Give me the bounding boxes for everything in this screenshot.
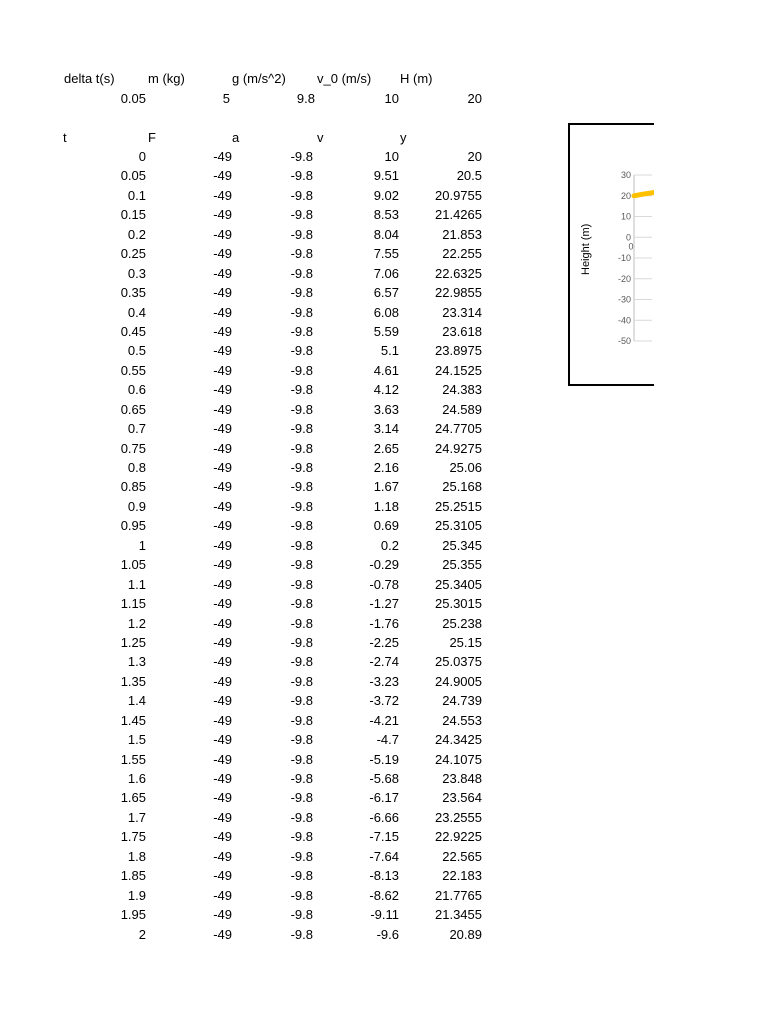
- cell-y[interactable]: 20.89: [449, 926, 482, 942]
- cell-t[interactable]: 1.7: [127, 809, 146, 825]
- cell-t[interactable]: 1.25: [120, 634, 146, 650]
- cell-f[interactable]: -49: [213, 421, 232, 437]
- cell-y[interactable]: 24.553: [442, 712, 482, 728]
- cell-v[interactable]: -2.74: [369, 654, 399, 670]
- cell-f[interactable]: -49: [213, 518, 232, 534]
- cell-v[interactable]: 6.57: [373, 285, 399, 301]
- cell-y[interactable]: 25.15: [449, 634, 482, 650]
- cell-a[interactable]: -9.8: [290, 771, 313, 786]
- cell-y[interactable]: 25.238: [442, 615, 482, 631]
- chart-y-tick-label: -30: [617, 294, 631, 305]
- cell-y[interactable]: 23.2555: [435, 809, 482, 825]
- cell-f[interactable]: -49: [213, 304, 232, 320]
- cell-v[interactable]: 3.14: [373, 421, 399, 437]
- cell-y[interactable]: 20.9755: [435, 187, 482, 203]
- table-row: [0, 654, 520, 673]
- table-row: [0, 207, 520, 226]
- cell-t[interactable]: 0.2: [127, 226, 146, 242]
- cell-t[interactable]: 1.9: [127, 887, 146, 903]
- cell-v[interactable]: 8.04: [373, 226, 399, 242]
- cell-a[interactable]: -9.8: [290, 168, 313, 184]
- cell-y[interactable]: 25.3015: [435, 596, 482, 612]
- table-row: [0, 693, 520, 712]
- chart-y-axis-label: Height (m): [580, 223, 592, 275]
- cell-v[interactable]: 9.02: [373, 187, 399, 203]
- cell-v[interactable]: -6.66: [369, 809, 399, 825]
- table-row: [0, 499, 520, 518]
- cell-a[interactable]: -9.8: [290, 149, 313, 164]
- cell-y[interactable]: 23.564: [442, 790, 482, 806]
- table-row: [0, 732, 520, 751]
- cell-f[interactable]: -49: [213, 537, 232, 553]
- chart-y-tick-label: 20: [620, 190, 631, 201]
- cell-t[interactable]: 1.15: [120, 596, 146, 612]
- cell-f[interactable]: -49: [213, 771, 232, 786]
- cell-y[interactable]: 21.7765: [435, 887, 482, 903]
- table-row: [0, 596, 520, 615]
- cell-a[interactable]: -9.8: [290, 615, 313, 631]
- data-table: [0, 149, 520, 946]
- cell-t[interactable]: 0.45: [120, 323, 146, 339]
- cell-a[interactable]: -9.8: [290, 907, 313, 923]
- cell-v[interactable]: -0.29: [369, 557, 399, 573]
- table-row: [0, 849, 520, 868]
- cell-v[interactable]: -5.68: [369, 771, 399, 786]
- cell-y[interactable]: 25.3405: [435, 576, 482, 592]
- cell-a[interactable]: -9.8: [290, 887, 313, 903]
- table-row: [0, 363, 520, 382]
- table-row: [0, 616, 520, 635]
- table-row: [0, 810, 520, 829]
- cell-v[interactable]: 2.65: [373, 440, 399, 456]
- cell-a[interactable]: -9.8: [290, 440, 313, 456]
- cell-a[interactable]: -9.8: [290, 265, 313, 281]
- column-header-v[interactable]: v: [317, 130, 324, 145]
- param-value-initial-velocity[interactable]: 10: [384, 91, 399, 106]
- cell-f[interactable]: -49: [213, 460, 232, 475]
- cell-f[interactable]: -49: [213, 149, 232, 164]
- cell-v[interactable]: 4.61: [373, 362, 399, 378]
- cell-a[interactable]: -9.8: [290, 285, 313, 301]
- cell-t[interactable]: 1.85: [120, 868, 146, 884]
- table-row: [0, 868, 520, 887]
- cell-f[interactable]: -49: [213, 751, 232, 767]
- cell-a[interactable]: -9.8: [290, 712, 313, 728]
- table-row: [0, 713, 520, 732]
- table-row: [0, 538, 520, 557]
- table-row: [0, 635, 520, 654]
- cell-a[interactable]: -9.8: [290, 498, 313, 514]
- table-row: [0, 829, 520, 848]
- cell-v[interactable]: 8.53: [373, 207, 399, 223]
- cell-t[interactable]: 0.75: [120, 440, 146, 456]
- cell-v[interactable]: -3.72: [369, 693, 399, 709]
- cell-y[interactable]: 24.3425: [435, 732, 482, 748]
- cell-t[interactable]: 1.45: [120, 712, 146, 728]
- cell-a[interactable]: -9.8: [290, 362, 313, 378]
- chart-y-tick-label: 10: [620, 211, 631, 222]
- height-chart[interactable]: [568, 123, 654, 386]
- cell-y[interactable]: 22.9225: [435, 829, 482, 845]
- cell-v[interactable]: -6.17: [369, 790, 399, 806]
- cell-v[interactable]: -2.25: [369, 634, 399, 650]
- cell-y[interactable]: 23.314: [442, 304, 482, 320]
- cell-v[interactable]: 5.1: [380, 343, 399, 359]
- cell-v[interactable]: 1.18: [373, 498, 399, 514]
- cell-f[interactable]: -49: [213, 440, 232, 456]
- cell-a[interactable]: -9.8: [290, 809, 313, 825]
- param-value-mass[interactable]: 5: [222, 91, 230, 106]
- cell-t[interactable]: 0.85: [120, 479, 146, 495]
- cell-v[interactable]: 10: [384, 149, 399, 164]
- cell-t[interactable]: 0.3: [127, 265, 146, 281]
- cell-y[interactable]: 24.9005: [435, 673, 482, 689]
- cell-v[interactable]: -1.27: [369, 596, 399, 612]
- cell-f[interactable]: -49: [213, 246, 232, 262]
- column-header-a[interactable]: a: [232, 130, 240, 145]
- cell-t[interactable]: 1.2: [127, 615, 146, 631]
- cell-t[interactable]: 1.6: [127, 771, 146, 786]
- param-value-height[interactable]: 20: [467, 91, 482, 106]
- table-row: [0, 188, 520, 207]
- cell-v[interactable]: 3.63: [373, 401, 399, 417]
- cell-a[interactable]: -9.8: [290, 790, 313, 806]
- cell-f[interactable]: -49: [213, 673, 232, 689]
- cell-a[interactable]: -9.8: [290, 343, 313, 359]
- cell-v[interactable]: 1.67: [373, 479, 399, 495]
- cell-t[interactable]: 1: [138, 537, 146, 553]
- cell-f[interactable]: -49: [213, 285, 232, 301]
- cell-y[interactable]: 25.2515: [435, 498, 482, 514]
- cell-y[interactable]: 25.345: [442, 537, 482, 553]
- table-row: [0, 907, 520, 926]
- cell-v[interactable]: 4.12: [373, 382, 399, 398]
- cell-a[interactable]: -9.8: [290, 868, 313, 884]
- cell-y[interactable]: 21.853: [442, 226, 482, 242]
- cell-v[interactable]: -9.11: [370, 907, 399, 923]
- cell-v[interactable]: -5.19: [369, 751, 399, 767]
- cell-f[interactable]: -49: [213, 382, 232, 398]
- cell-t[interactable]: 1.4: [127, 693, 146, 709]
- table-row: [0, 577, 520, 596]
- param-header-gravity[interactable]: g (m/s^2): [232, 71, 286, 86]
- cell-f[interactable]: -49: [213, 557, 232, 573]
- cell-y[interactable]: 21.3455: [435, 907, 482, 923]
- cell-a[interactable]: -9.8: [290, 207, 313, 223]
- param-header-delta-t[interactable]: delta t(s): [64, 71, 115, 86]
- table-row: [0, 421, 520, 440]
- chart-y-tick-label: -10: [617, 253, 631, 263]
- cell-y[interactable]: 24.9275: [435, 440, 482, 456]
- cell-t[interactable]: 0: [138, 149, 146, 164]
- table-row: [0, 227, 520, 246]
- cell-v[interactable]: 0.69: [373, 518, 399, 534]
- column-header-t[interactable]: t: [63, 130, 67, 145]
- cell-f[interactable]: -49: [213, 401, 232, 417]
- cell-v[interactable]: -1.76: [369, 615, 399, 631]
- table-row: [0, 149, 520, 168]
- chart-plot: [570, 125, 654, 386]
- chart-y-tick-label: -20: [617, 273, 631, 284]
- table-row: [0, 441, 520, 460]
- table-row: [0, 324, 520, 343]
- chart-y-tick-label: -50: [617, 336, 631, 346]
- cell-v[interactable]: -3.23: [369, 673, 399, 689]
- cell-v[interactable]: -8.13: [369, 868, 399, 884]
- cell-v[interactable]: -7.15: [369, 829, 399, 845]
- column-header-y[interactable]: y: [400, 130, 407, 145]
- cell-a[interactable]: -9.8: [290, 187, 313, 203]
- cell-y[interactable]: 24.739: [442, 693, 482, 709]
- cell-t[interactable]: 1.35: [120, 673, 146, 689]
- cell-f[interactable]: -49: [213, 809, 232, 825]
- cell-t[interactable]: 0.4: [127, 304, 146, 320]
- cell-t[interactable]: 1.05: [120, 557, 146, 573]
- cell-y[interactable]: 22.183: [442, 868, 482, 884]
- table-row: [0, 402, 520, 421]
- cell-f[interactable]: -49: [213, 887, 232, 903]
- cell-a[interactable]: -9.8: [290, 304, 313, 320]
- cell-y[interactable]: 24.1075: [435, 751, 482, 767]
- cell-v[interactable]: -4.7: [376, 732, 399, 748]
- cell-v[interactable]: 7.55: [373, 246, 399, 262]
- cell-a[interactable]: -9.8: [290, 829, 313, 845]
- cell-v[interactable]: 5.59: [373, 323, 399, 339]
- cell-v[interactable]: -9.6: [376, 926, 399, 942]
- table-row: [0, 752, 520, 771]
- cell-a[interactable]: -9.8: [290, 634, 313, 650]
- cell-t[interactable]: 0.25: [120, 246, 146, 262]
- cell-a[interactable]: -9.8: [290, 751, 313, 767]
- param-value-delta-t[interactable]: 0.05: [120, 91, 146, 106]
- cell-a[interactable]: -9.8: [290, 460, 313, 475]
- cell-t[interactable]: 0.55: [120, 362, 146, 378]
- table-row: [0, 790, 520, 809]
- cell-f[interactable]: -49: [213, 615, 232, 631]
- cell-f[interactable]: -49: [213, 596, 232, 612]
- cell-t[interactable]: 0.6: [127, 382, 146, 398]
- cell-a[interactable]: -9.8: [290, 518, 313, 534]
- cell-t[interactable]: 2: [138, 926, 146, 942]
- cell-y[interactable]: 25.355: [442, 557, 482, 573]
- cell-y[interactable]: 23.618: [442, 323, 482, 339]
- table-row: [0, 888, 520, 907]
- chart-series-line: [634, 188, 654, 196]
- cell-f[interactable]: -49: [213, 829, 232, 845]
- cell-t[interactable]: 0.1: [127, 187, 146, 203]
- cell-t[interactable]: 0.9: [127, 498, 146, 514]
- table-row: [0, 479, 520, 498]
- table-row: [0, 285, 520, 304]
- cell-v[interactable]: 2.16: [373, 460, 399, 475]
- cell-t[interactable]: 0.65: [120, 401, 146, 417]
- cell-f[interactable]: -49: [213, 207, 232, 223]
- cell-v[interactable]: -8.62: [369, 887, 399, 903]
- cell-f[interactable]: -49: [213, 265, 232, 281]
- cell-v[interactable]: 6.08: [373, 304, 399, 320]
- cell-f[interactable]: -49: [213, 790, 232, 806]
- cell-f[interactable]: -49: [213, 848, 232, 864]
- table-row: [0, 305, 520, 324]
- chart-y-tick-label: -40: [617, 315, 631, 326]
- cell-f[interactable]: -49: [213, 479, 232, 495]
- cell-y[interactable]: 20.5: [456, 168, 482, 184]
- cell-t[interactable]: 0.05: [120, 168, 146, 184]
- table-row: [0, 246, 520, 265]
- cell-v[interactable]: 0.2: [380, 537, 399, 553]
- cell-f[interactable]: -49: [213, 712, 232, 728]
- cell-y[interactable]: 24.7705: [435, 421, 482, 437]
- cell-y[interactable]: 24.383: [442, 382, 482, 398]
- column-header-f[interactable]: F: [148, 130, 156, 145]
- cell-t[interactable]: 0.5: [127, 343, 146, 359]
- table-row: [0, 674, 520, 693]
- cell-f[interactable]: -49: [213, 926, 232, 942]
- chart-x-tick-label: 0: [628, 241, 634, 252]
- cell-a[interactable]: -9.8: [290, 382, 313, 398]
- cell-a[interactable]: -9.8: [290, 557, 313, 573]
- cell-v[interactable]: -0.78: [369, 576, 399, 592]
- cell-y[interactable]: 23.8975: [435, 343, 482, 359]
- cell-a[interactable]: -9.8: [290, 673, 313, 689]
- cell-y[interactable]: 22.6325: [435, 265, 482, 281]
- table-row: [0, 771, 520, 790]
- table-row: [0, 927, 520, 946]
- chart-y-tick-label: 0: [625, 232, 631, 243]
- cell-a[interactable]: -9.8: [290, 576, 313, 592]
- cell-t[interactable]: 0.8: [127, 460, 146, 475]
- cell-y[interactable]: 24.1525: [435, 362, 482, 378]
- cell-t[interactable]: 1.95: [120, 907, 146, 923]
- cell-t[interactable]: 1.8: [127, 848, 146, 864]
- cell-f[interactable]: -49: [213, 634, 232, 650]
- table-row: [0, 460, 520, 479]
- cell-a[interactable]: -9.8: [290, 421, 313, 437]
- cell-t[interactable]: 1.1: [127, 576, 146, 592]
- table-row: [0, 382, 520, 401]
- cell-t[interactable]: 0.95: [120, 518, 146, 534]
- cell-a[interactable]: -9.8: [290, 401, 313, 417]
- cell-y[interactable]: 23.848: [442, 771, 482, 786]
- table-row: [0, 343, 520, 362]
- param-value-gravity[interactable]: 9.8: [296, 91, 315, 106]
- cell-a[interactable]: -9.8: [290, 479, 313, 495]
- cell-f[interactable]: -49: [213, 693, 232, 709]
- cell-y[interactable]: 25.06: [449, 460, 482, 475]
- cell-t[interactable]: 1.55: [120, 751, 146, 767]
- param-header-initial-velocity[interactable]: v_0 (m/s): [317, 71, 372, 86]
- param-header-height[interactable]: H (m): [400, 71, 433, 86]
- param-header-mass[interactable]: m (kg): [148, 71, 185, 86]
- cell-y[interactable]: 22.255: [442, 246, 482, 262]
- cell-f[interactable]: -49: [213, 868, 232, 884]
- cell-f[interactable]: -49: [213, 498, 232, 514]
- cell-f[interactable]: -49: [213, 187, 232, 203]
- cell-y[interactable]: 22.9855: [435, 285, 482, 301]
- cell-f[interactable]: -49: [213, 323, 232, 339]
- chart-y-tick-label: 30: [620, 170, 631, 180]
- cell-t[interactable]: 1.65: [120, 790, 146, 806]
- cell-f[interactable]: -49: [213, 907, 232, 923]
- cell-a[interactable]: -9.8: [290, 926, 313, 942]
- cell-y[interactable]: 20: [467, 149, 482, 164]
- cell-a[interactable]: -9.8: [290, 732, 313, 748]
- cell-a[interactable]: -9.8: [290, 246, 313, 262]
- table-row: [0, 518, 520, 537]
- cell-y[interactable]: 24.589: [442, 401, 482, 417]
- cell-t[interactable]: 0.35: [120, 285, 146, 301]
- cell-y[interactable]: 25.0375: [435, 654, 482, 670]
- cell-a[interactable]: -9.8: [290, 693, 313, 709]
- table-row: [0, 168, 520, 187]
- cell-f[interactable]: -49: [213, 343, 232, 359]
- cell-y[interactable]: 21.4265: [435, 207, 482, 223]
- cell-v[interactable]: -4.21: [369, 712, 399, 728]
- cell-f[interactable]: -49: [213, 576, 232, 592]
- cell-a[interactable]: -9.8: [290, 323, 313, 339]
- cell-f[interactable]: -49: [213, 168, 232, 184]
- cell-t[interactable]: 1.75: [120, 829, 146, 845]
- table-row: [0, 266, 520, 285]
- cell-t[interactable]: 0.7: [127, 421, 146, 437]
- cell-a[interactable]: -9.8: [290, 537, 313, 553]
- cell-a[interactable]: -9.8: [290, 226, 313, 242]
- cell-t[interactable]: 1.3: [127, 654, 146, 670]
- cell-y[interactable]: 25.168: [442, 479, 482, 495]
- cell-a[interactable]: -9.8: [290, 596, 313, 612]
- cell-f[interactable]: -49: [213, 654, 232, 670]
- cell-f[interactable]: -49: [213, 226, 232, 242]
- table-row: [0, 557, 520, 576]
- cell-y[interactable]: 25.3105: [435, 518, 482, 534]
- cell-a[interactable]: -9.8: [290, 848, 313, 864]
- cell-a[interactable]: -9.8: [290, 654, 313, 670]
- cell-v[interactable]: 9.51: [373, 168, 399, 184]
- cell-f[interactable]: -49: [213, 362, 232, 378]
- cell-v[interactable]: -7.64: [369, 848, 399, 864]
- cell-t[interactable]: 1.5: [127, 732, 146, 748]
- cell-y[interactable]: 22.565: [442, 848, 482, 864]
- cell-f[interactable]: -49: [213, 732, 232, 748]
- cell-v[interactable]: 7.06: [373, 265, 399, 281]
- cell-t[interactable]: 0.15: [120, 207, 146, 223]
